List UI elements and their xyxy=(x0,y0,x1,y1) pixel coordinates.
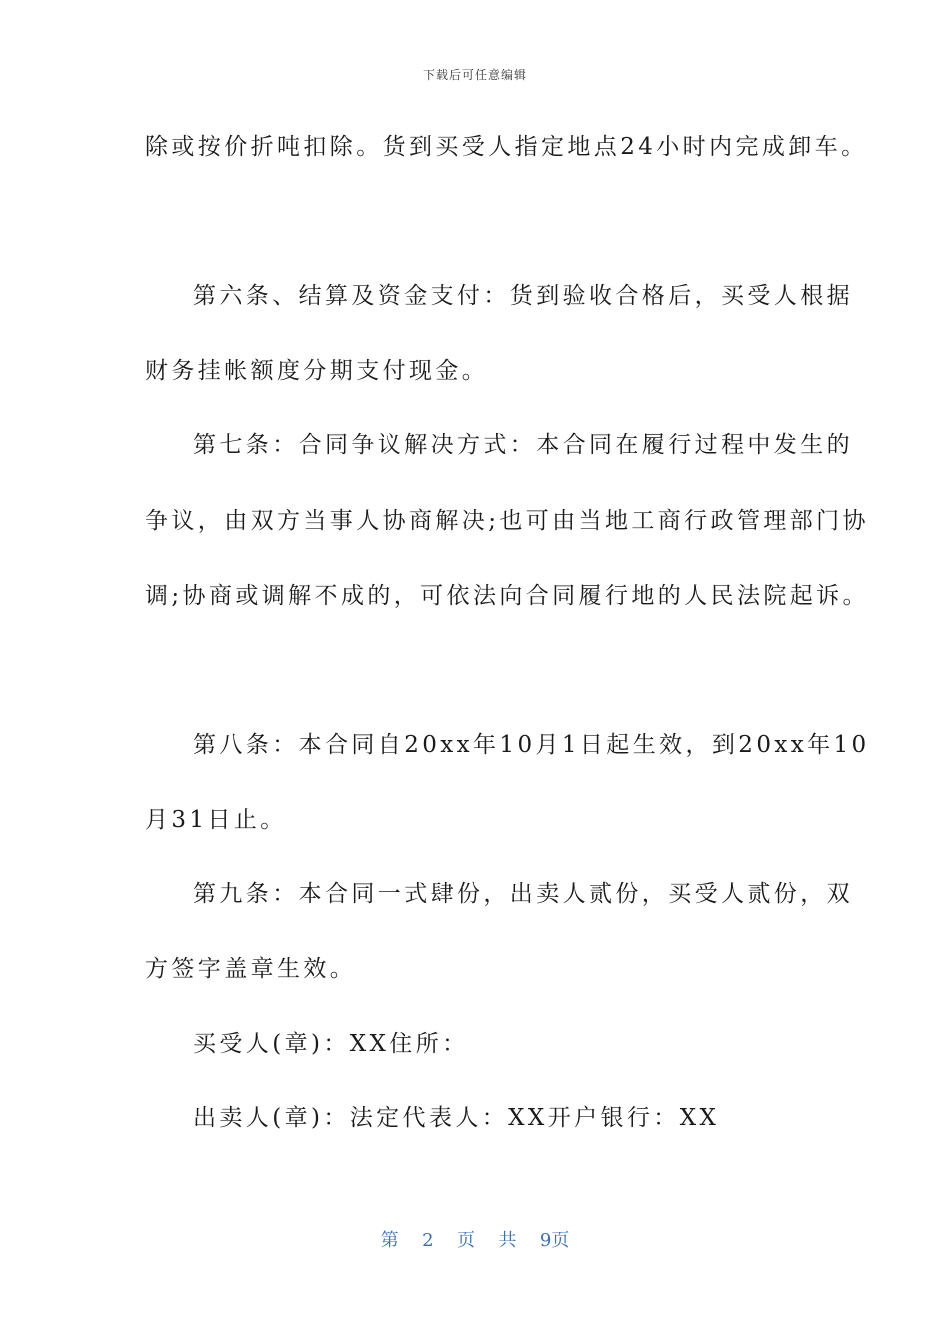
page-number-indicator: 第 2 页 共 9页 xyxy=(380,1230,570,1251)
article-9-line: 第九条：本合同一式肆份，出卖人贰份，买受人贰份，双 xyxy=(193,881,853,907)
body-line: 调;协商或调解不成的，可依法向合同履行地的人民法院起诉。 xyxy=(145,583,869,609)
article-6-line: 第六条、结算及资金支付：货到验收合格后，买受人根据 xyxy=(193,283,853,309)
body-line: 月31日止。 xyxy=(145,807,287,833)
buyer-signature-line: 买受人(章)：XX住所： xyxy=(193,1031,469,1057)
article-8-line: 第八条：本合同自20xx年10月1日起生效，到20xx年10 xyxy=(193,732,870,758)
body-line: 方签字盖章生效。 xyxy=(145,956,357,982)
seller-signature-line: 出卖人(章)：法定代表人：XX开户银行：XX xyxy=(193,1105,720,1131)
body-line: 财务挂帐额度分期支付现金。 xyxy=(145,358,489,384)
body-line: 争议，由双方当事人协商解决;也可由当地工商行政管理部门协 xyxy=(145,508,869,534)
article-7-line: 第七条：合同争议解决方式：本合同在履行过程中发生的 xyxy=(193,432,853,458)
body-line: 除或按价折吨扣除。货到买受人指定地点24小时内完成卸车。 xyxy=(145,134,868,160)
page-header-note: 下载后可任意编辑 xyxy=(422,68,527,82)
